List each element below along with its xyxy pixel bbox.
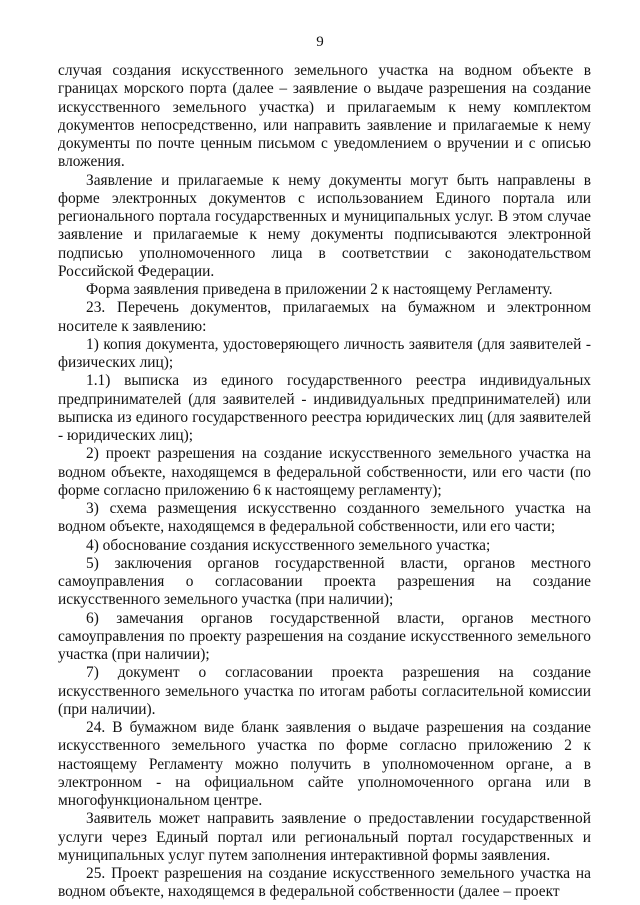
paragraph-item-25: 25. Проект разрешения на создание искусственного земельного участка на водном объекте, находящемся в федеральной собственности (далее – проект xyxy=(58,865,591,901)
list-item-3: 3) схема размещения искусственно созданного земельного участка на водном объекте, находящемся в федеральной собственности, или его части; xyxy=(58,500,591,536)
paragraph-item-23: 23. Перечень документов, прилагаемых на бумажном и электронном носителе к заявлению: xyxy=(58,299,591,335)
paragraph-application-form: Форма заявления приведена в приложении 2 к настоящему Регламенту. xyxy=(86,281,553,298)
paragraph-portal-submission: Заявитель может направить заявление о предоставлении государственной услуги через Единый портал или региональный портал государственных и муниципальных услуг путем заполнения интерактивной формы заявления. xyxy=(58,810,591,864)
paragraph-item-24: 24. В бумажном виде бланк заявления о выдаче разрешения на создание искусственного земельного участка по форме согласно приложению 2 к настоящему Регламенту можно получить в уполномоченном органе, а в электронном - на официальном сайте уполномоченного органа или в многофункциональном центре. xyxy=(58,719,591,809)
list-item-7: 7) документ о согласовании проекта разрешения на создание искусственного земельного участка по итогам работы согласительной комиссии (при наличии). xyxy=(58,664,591,718)
list-item-4: 4) обоснование создания искусственного земельного участка; xyxy=(86,536,491,554)
list-item-6: 6) замечания органов государственной власти, органов местного самоуправления по проекту разрешения на создание искусственного земельного участка (при наличии); xyxy=(58,609,591,663)
list-item-5: 5) заключения органов государственной власти, органов местного самоуправления о согласовании проекта разрешения на создание искусственного земельного участка (при наличии); xyxy=(58,554,591,609)
list-item-2: 2) проект разрешения на создание искусственного земельного участка на водном объекте, находящемся в федеральной собственности, или его части (по форме согласно приложению 6 к настоящему регламенту); xyxy=(58,445,591,499)
list-item-1-1: 1.1) выписка из единого государственного реестра индивидуальных предпринимателей (для заявителей - индивидуальных предпринимателей) или выписка из единого государственного реестра юридических лиц (для заявителей - юридических лиц); xyxy=(58,372,591,444)
paragraph-electronic-submission: Заявление и прилагаемые к нему документы могут быть направлены в форме электронных документов с использованием Единого портала или регионального портала государственных и муниципальных услуг. В этом случае заявление и прилагаемые к нему документы подписываются электронной подписью уполномоченного лица в соответствии с законодательством Российской Федерации. xyxy=(58,171,591,280)
page-body xyxy=(58,62,591,902)
page-number: 9 xyxy=(316,34,324,50)
list-item-1: 1) копия документа, удостоверяющего личность заявителя (для заявителей - физических лиц); xyxy=(58,335,591,371)
paragraph-submission-methods: случая создания искусственного земельного участка на водном объекте в границах морского порта (далее – заявление о выдаче разрешения на создание искусственного земельного участка) и прилагаемым к нему комплектом документов непосредственно, или направить заявление и прилагаемые к нему документы по почте ценным письмом с уведомлением о вручении и с описью вложения. xyxy=(58,62,591,171)
